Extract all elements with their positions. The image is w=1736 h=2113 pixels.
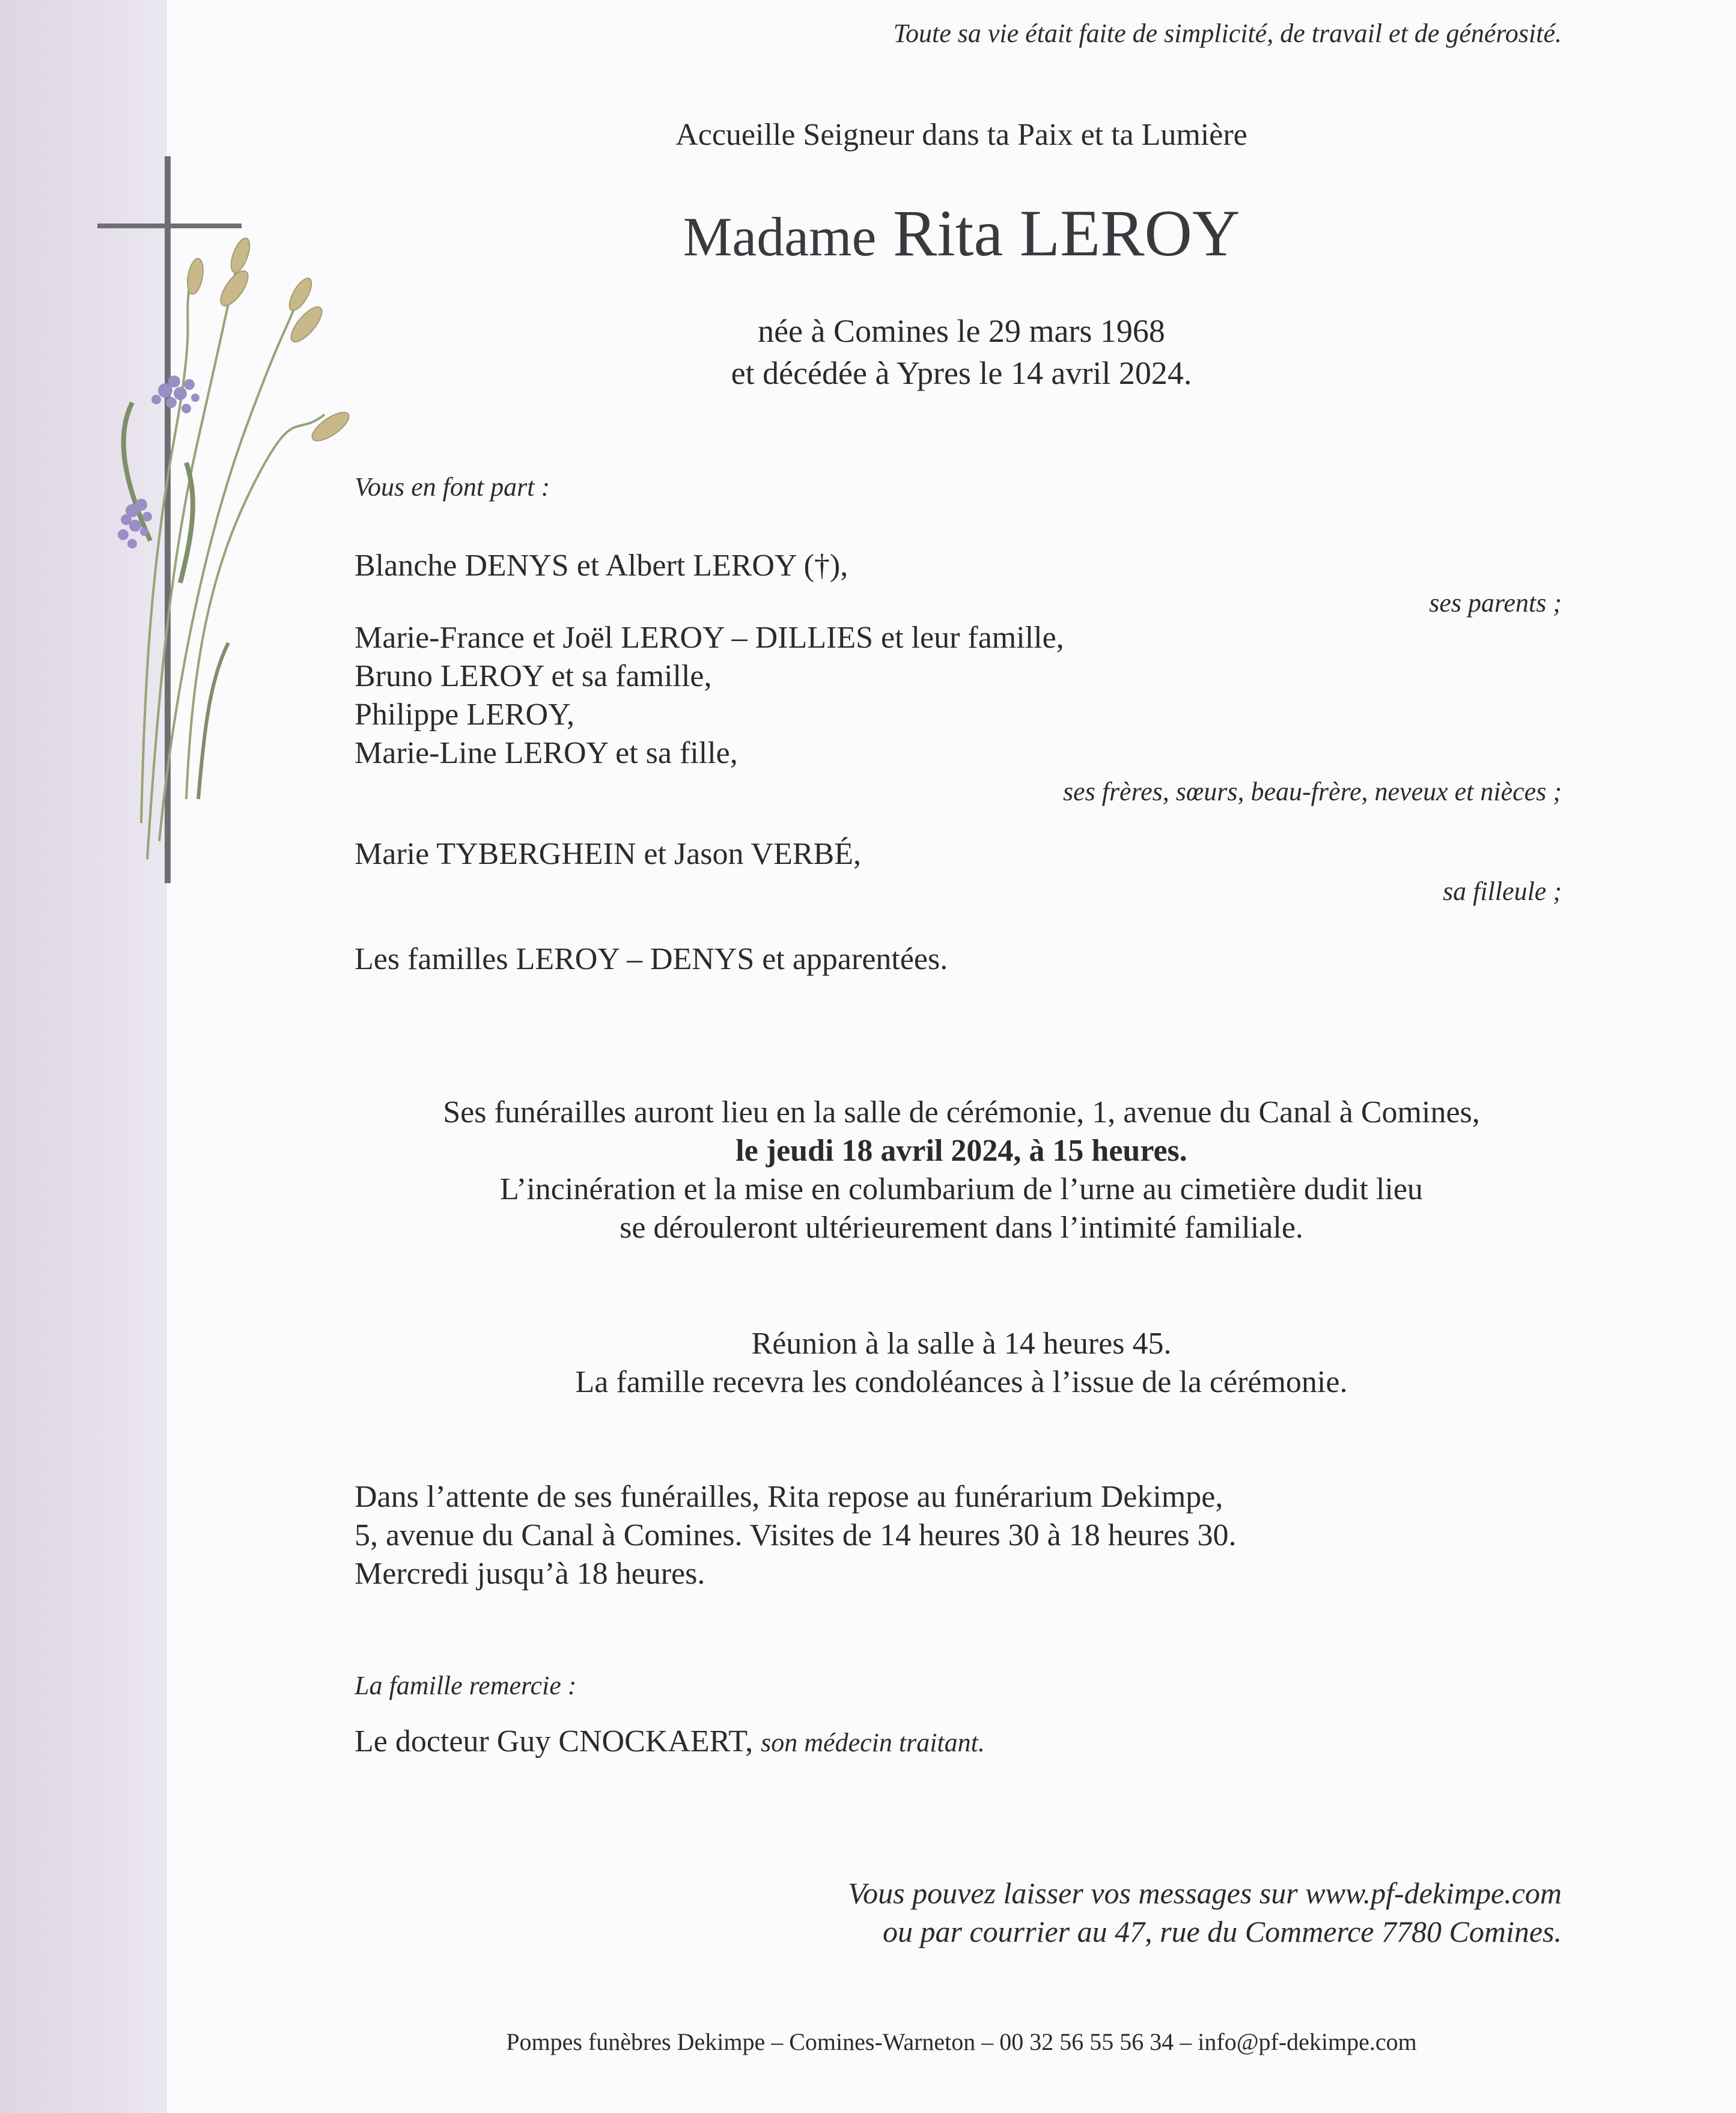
siblings-role: ses frères, sœurs, beau-frère, neveux et nièces ;: [1062, 777, 1562, 806]
siblings-list: [355, 619, 1064, 773]
parents-line: Blanche DENYS et Albert LEROY (†),: [355, 549, 848, 583]
funeral-line-4: se dérouleront ultérieurement dans l’intimité familiale.: [620, 1211, 1303, 1245]
list-item: Philippe LEROY,: [355, 698, 574, 732]
death-line: et décédée à Ypres le 14 avril 2024.: [731, 355, 1192, 391]
goddaughter-role: sa filleule ;: [1443, 877, 1562, 906]
families-line: Les familles LEROY – DENYS et apparentées.: [355, 942, 948, 976]
funeral-line-2: le jeudi 18 avril 2024, à 15 heures.: [736, 1134, 1187, 1168]
list-item: Marie-France et Joël LEROY – DILLIES et leur famille,: [355, 621, 1064, 655]
announce-label: Vous en font part :: [355, 472, 550, 502]
deceased-title: Madame: [683, 206, 877, 267]
messages-line-1: Vous pouvez laisser vos messages sur www.pf-dekimpe.com: [848, 1876, 1562, 1910]
birth-line: née à Comines le 29 mars 1968: [758, 313, 1165, 349]
footer-contact: Pompes funèbres Dekimpe – Comines-Warneton – 00 32 56 55 56 34 – info@pf-dekimpe.com: [506, 2028, 1417, 2055]
thanks-label: La famille remercie :: [355, 1671, 577, 1700]
funeral-line-3: L’incinération et la mise en columbarium de l’urne au cimetière dudit lieu: [500, 1172, 1423, 1206]
parents-role: ses parents ;: [1429, 588, 1562, 618]
list-item: Marie-Line LEROY et sa fille,: [355, 736, 738, 770]
visitation-line-3: Mercredi jusqu’à 18 heures.: [355, 1557, 705, 1591]
deceased-full-name: Rita LEROY: [892, 196, 1240, 270]
goddaughter-line: Marie TYBERGHEIN et Jason VERBÉ,: [355, 837, 861, 871]
lavender-flowers-icon: [118, 375, 199, 549]
funeral-line-1: Ses funérailles auront lieu en la salle de cérémonie, 1, avenue du Canal à Comines,: [443, 1095, 1480, 1129]
visitation-line-2: 5, avenue du Canal à Comines. Visites de 14 heures 30 à 18 heures 30.: [355, 1518, 1237, 1552]
prayer-line: Accueille Seigneur dans ta Paix et ta Lumière: [675, 118, 1247, 152]
thanks-person: Le docteur Guy CNOCKAERT,: [355, 1724, 754, 1759]
visitation-line-1: Dans l’attente de ses funérailles, Rita repose au funérarium Dekimpe,: [355, 1480, 1223, 1514]
list-item: Bruno LEROY et sa famille,: [355, 659, 712, 693]
reunion-line-2: La famille recevra les condoléances à l’issue de la cérémonie.: [575, 1365, 1348, 1399]
messages-line-2: ou par courrier au 47, rue du Commerce 7780 Comines.: [882, 1915, 1562, 1948]
reunion-line-1: Réunion à la salle à 14 heures 45.: [751, 1327, 1172, 1361]
thanks-line: [355, 1722, 985, 1762]
epigraph: Toute sa vie était faite de simplicité, de travail et de générosité.: [893, 19, 1562, 48]
deceased-name: [0, 195, 1736, 272]
thanks-role: son médecin traitant.: [761, 1728, 985, 1757]
